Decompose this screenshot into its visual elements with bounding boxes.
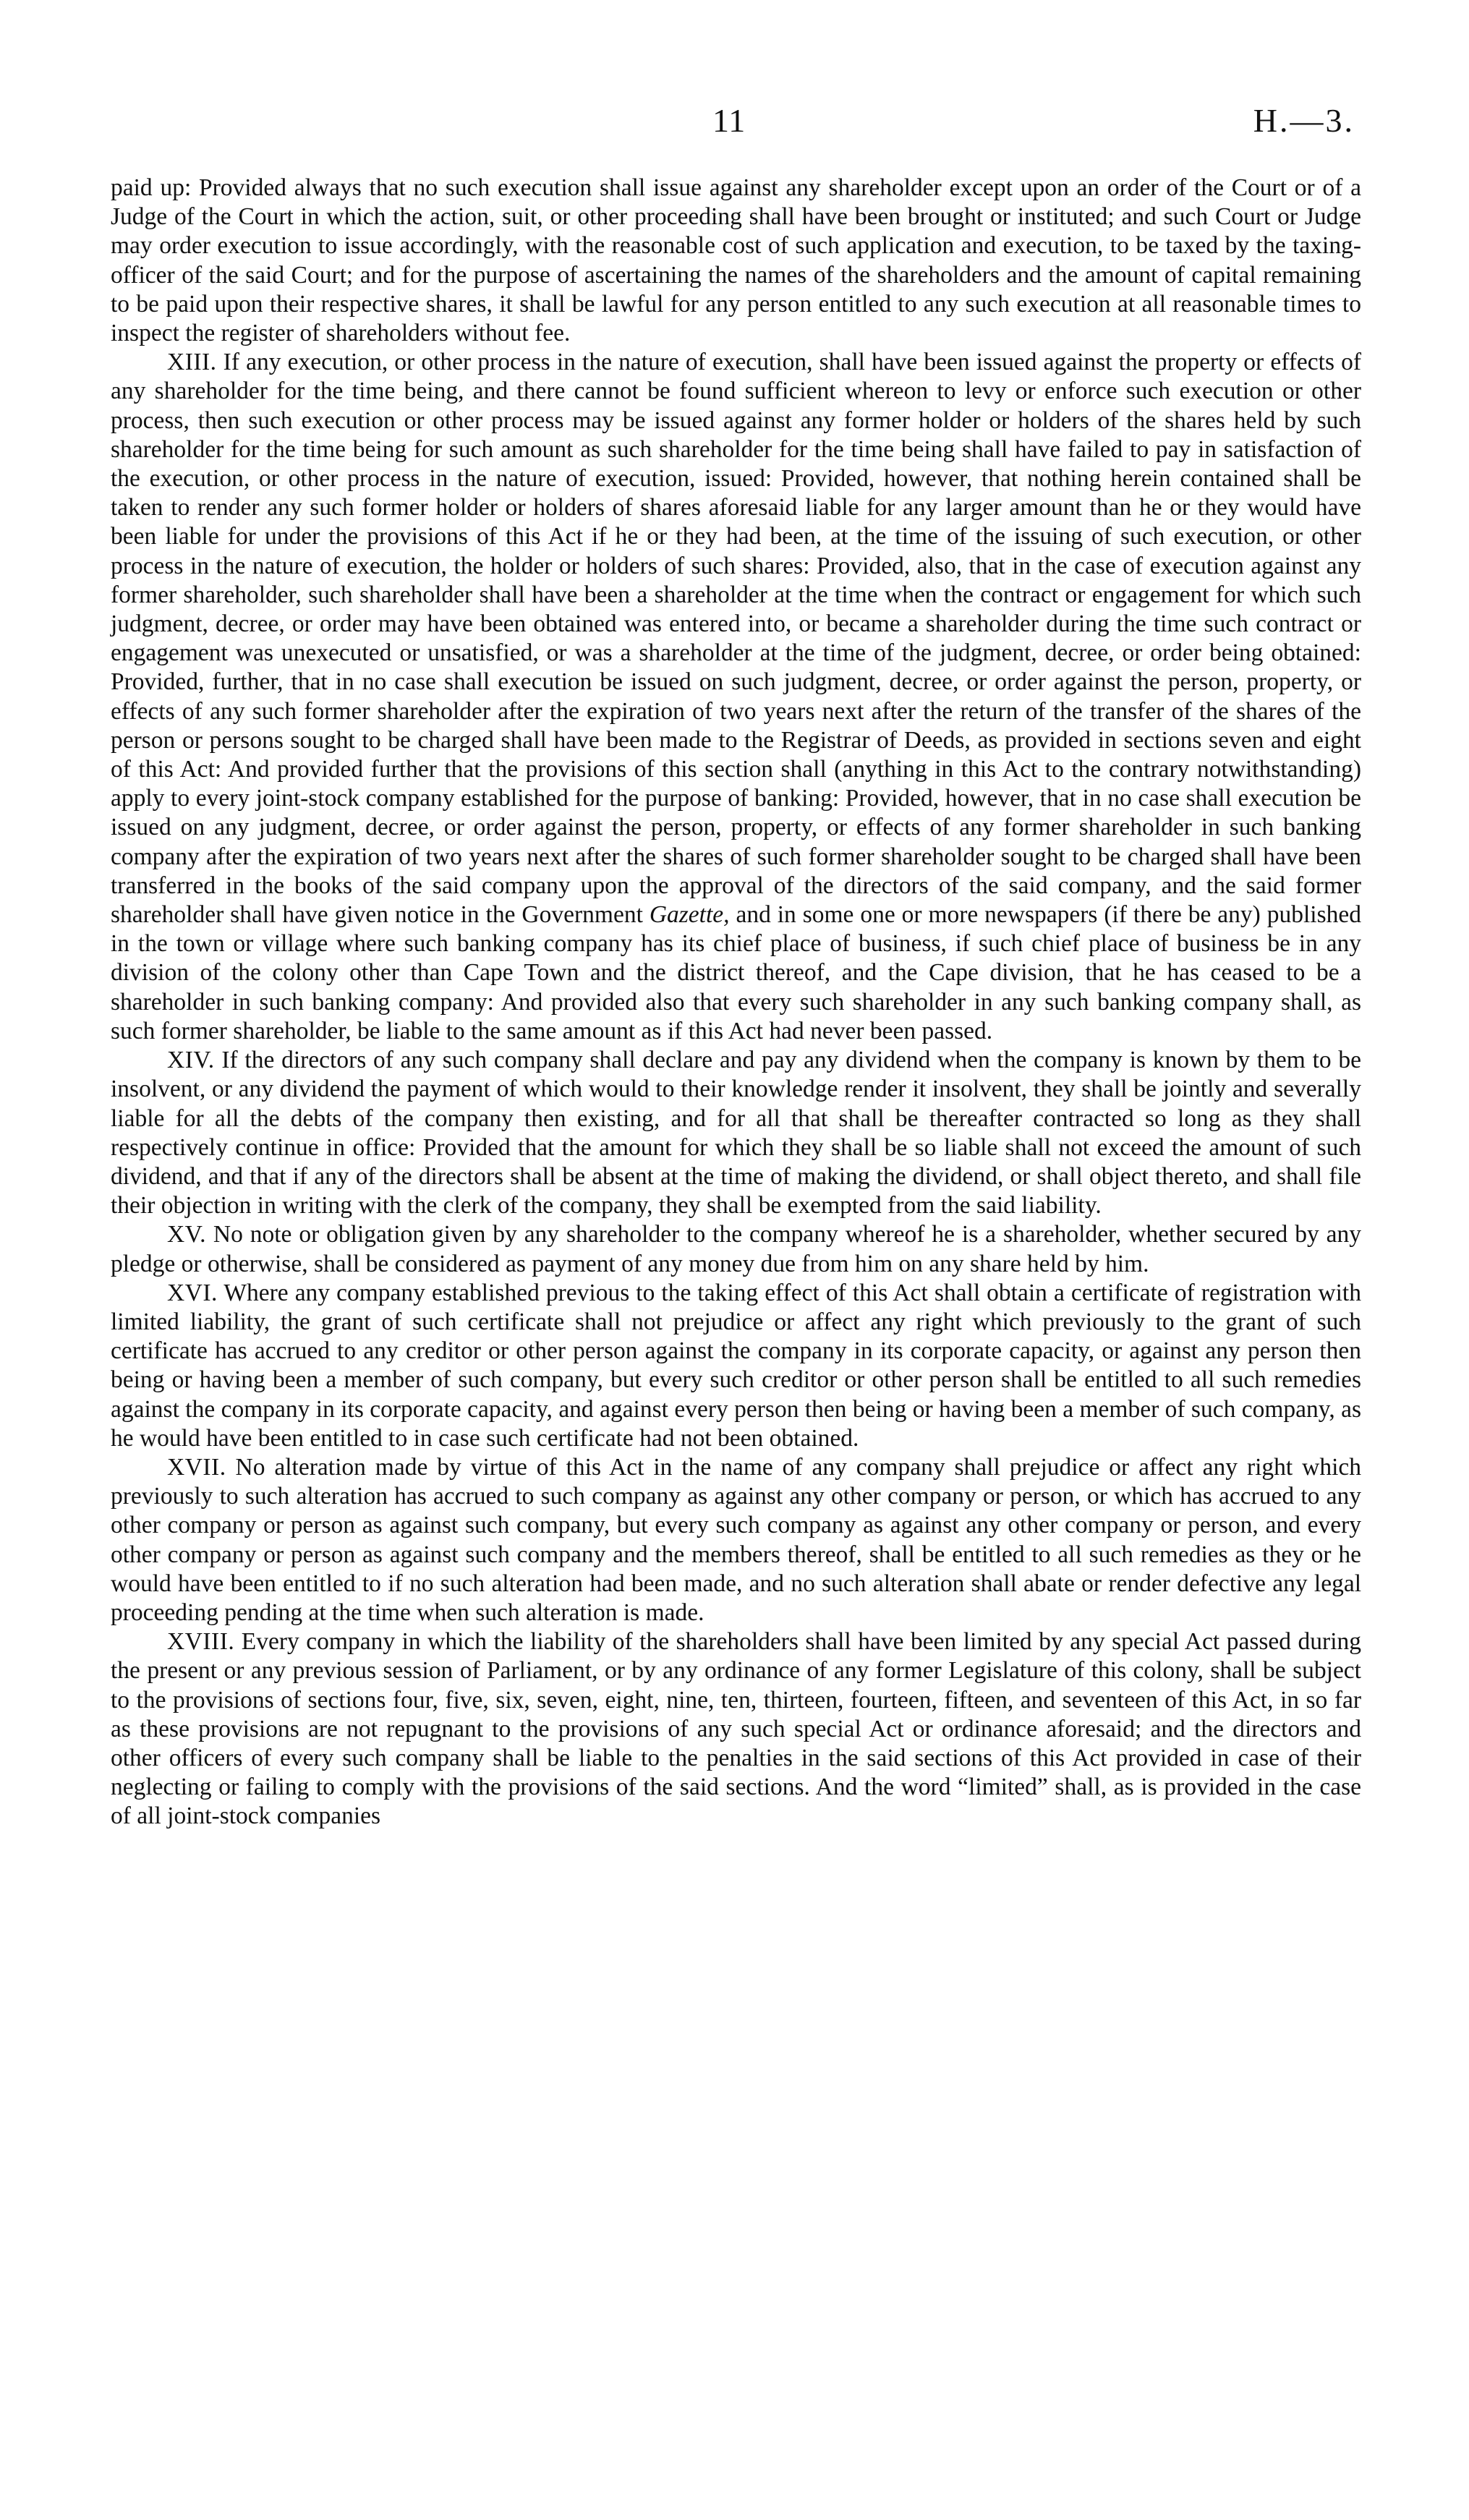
section-xiii (111, 348, 1361, 1046)
section-xviii (111, 1627, 1361, 1831)
page-number: 11 (712, 102, 746, 139)
gazette-italic: Gazette, (649, 901, 730, 929)
section-text: If any execution, or other process in the nature of execution, shall have been issued against the property or effects of any shareholder for the time being, and there cannot be found sufficient whereon to levy or enforce such execution or other process, then such execution or other process may be issued against any former holder or holders of the shares held by such shareholder for the time being for such amount as such shareholder for the time being shall have failed to pay in satisfaction of the execution, or other process in the nature of execution, issued: Provided, however, that nothing herein contained shall be taken to render any such former holder or holders of shares aforesaid liable for any larger amount than he or they would have been liable for under the provisions of this Act if he or they had been, at the time of the issuing of such execution, or other process in the nature of execution, the holder or holders of such shares: Provided, also, that in the case of execution against any former shareholder, such shareholder shall have been a shareholder at the time when the contract or engagement for which such judgment, decree, or order may have been obtained was entered into, or became a shareholder during the time such contract or engagement was unexecuted or unsatisfied, or was a shareholder at the time of the judgment, decree, or order being obtained: Provided, further, that in no case shall execution be issued on such judgment, decree, or order against the person, property, or effects of any such former shareholder after the expiration of two years next after the return of the transfer of the shares of the person or persons sought to be charged shall have been made to the Registrar of Deeds, as provided in sections seven and eight of this Act: And provided further that the provisions of this section shall (anything in this Act to the contrary notwithstanding) apply to every joint-stock company established for the purpose of banking: Provided, however, that in no case shall execution be issued on any judgment, decree, or order against the person, property, or effects of any former shareholder in such banking company after the expiration of two years next after the shares of such former shareholder sought to be charged shall have been transferred in the books of the said company upon the approval of the directors of the said company, and the said former shareholder shall have given notice in the Government (111, 349, 1362, 929)
body-text (111, 174, 1361, 1831)
paragraph-text: paid up: Provided always that no such execution shall issue against any shareholder except upon an order of the Court or of a Judge of the Court in which the action, suit, or other proceeding shall have been brought or instituted; and such Court or Judge may order execution to issue accordingly, with the reasonable cost of such application and execution, to be taxed by the taxing-officer of the said Court; and for the purpose of ascertaining the names of the shareholders and the amount of capital remaining to be paid upon their respective shares, it shall be lawful for any person entitled to any such execution at all reasonable times to inspect the register of shareholders without fee. (111, 174, 1361, 347)
section-text: Where any company established previous to the taking effect of this Act shall obtain a certificate of registration with limited liability, the grant of such certificate shall not prejudice or affect any right which previously to the grant of such certificate has accrued to any creditor or other person against the company in its corporate capacity, or against any person then being or having been a member of such company, but every such creditor or other person shall be entitled to all such remedies against the company in its corporate capacity, and against every person then being or having been a member of such company, as he would have been entitled to in case such certificate had not been obtained. (111, 1279, 1361, 1452)
section-text-continued: and in some one or more newspapers (if there be any) published in the town or village where such banking company has its chief place of business, if such chief place of business be in any division of the colony other than Cape Town and the district thereof, and the Cape division, that he has ceased to be a shareholder in such banking company: And provided also that every such shareholder in any such banking company shall, as such former shareholder, be liable to the same amount as if this Act had never been passed. (111, 901, 1362, 1044)
section-text: No note or obligation given by any shareholder to the company whereof he is a shareholder, whether secured by any pledge or otherwise, shall be considered as payment of any money due from him on any share held by him. (111, 1221, 1361, 1277)
section-number: XVIII. (167, 1628, 235, 1656)
section-text: If the directors of any such company shall declare and pay any dividend when the company is known by them to be insolvent, or any dividend the payment of which would to their knowledge render it insolvent, they shall be jointly and severally liable for all the debts of the company then existing, and for all that shall be thereafter contracted so long as they shall respectively continue in office: Provided that the amount for which they shall be so liable shall not exceed the amount of such dividend, and that if any of the directors shall be absent at the time of making the dividend, or shall object thereto, and shall file their objection in writing with the clerk of the company, they shall be exempted from the said liability. (111, 1047, 1362, 1219)
page-header (0, 101, 1469, 152)
section-text: Every company in which the liability of the shareholders shall have been limited by any special Act passed during the present or any previous session of Parliament, or by any ordinance of any former Legislature of this colony, shall be subject to the provisions of sections four, five, six, seven, eight, nine, ten, thirteen, fourteen, fifteen, and seventeen of this Act, in so far as these provisions are not repugnant to the provisions of any such special Act or ordinance aforesaid; and the directors and other officers of every such company shall be liable to the penalties in the said sections of this Act provided in case of their neglecting or failing to comply with the provisions of the said sections. And the word “limited” shall, as is provided in the case of all joint-stock companies (111, 1628, 1361, 1830)
section-xvii (111, 1453, 1361, 1627)
paragraph-continuation (111, 174, 1361, 348)
section-number: XIII. (167, 349, 217, 376)
section-number: XV. (167, 1221, 206, 1248)
section-number: XVII. (167, 1453, 226, 1481)
section-xvi (111, 1279, 1361, 1453)
section-number: XIV. (167, 1047, 215, 1074)
section-number: XVI. (167, 1279, 218, 1306)
document-reference: H.—3. (1253, 102, 1355, 139)
section-text: No alteration made by virtue of this Act in the name of any company shall prejudice or affect any right which previously to such alteration has accrued to such company as against any other company or person, or which has accrued to any other company or person as against such company, but every such company as against any other company or person, and every other company or person as against such company and the members thereof, shall be entitled to all such remedies as they or he would have been entitled to if no such alteration had been made, and no such alteration shall abate or render defective any legal proceeding pending at the time when such alteration is made. (111, 1453, 1362, 1626)
section-xv (111, 1220, 1361, 1278)
section-xiv (111, 1046, 1361, 1220)
